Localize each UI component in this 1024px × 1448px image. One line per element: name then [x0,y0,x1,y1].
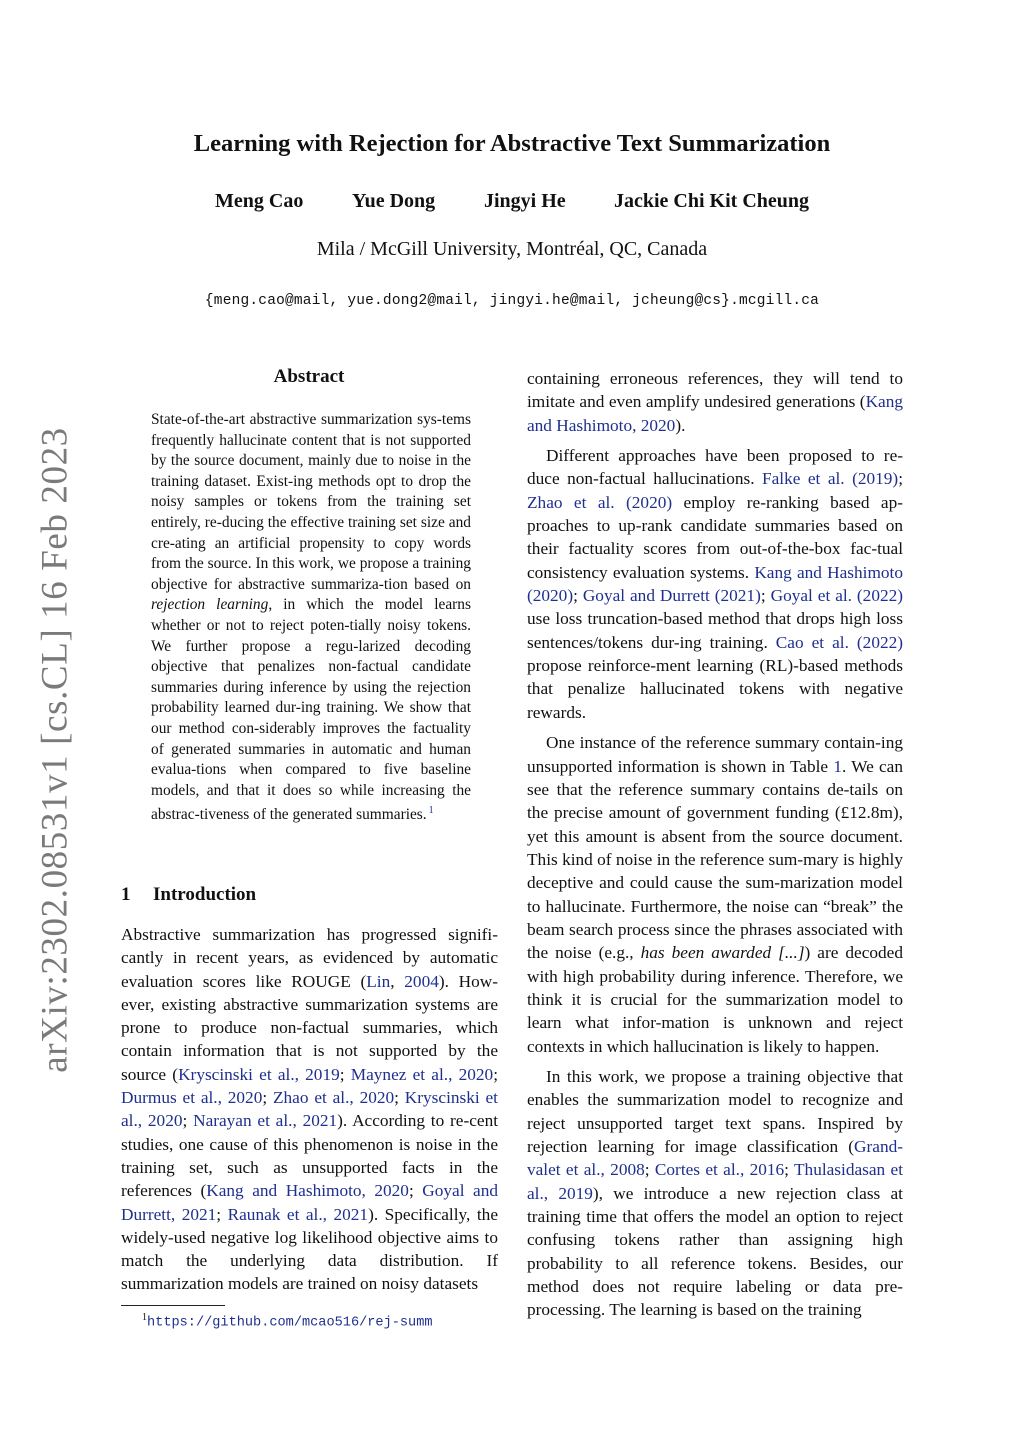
text: ; [760,586,771,606]
citation-link[interactable]: Goyal and Durrett (2021) [582,586,761,606]
intro-right-column [527,367,903,1329]
paragraph [121,923,498,1296]
footnote-reference[interactable]: 1 [428,805,434,817]
text: employ re-ranking based ap-proaches to up-rank candidate summaries based on their factuality scores from out-of-the-box fac-tual consistency evaluation systems. [527,492,904,582]
text: ). Specifically, the widely-used negative log likelihood objective aims to match the underlying data distribution. If summarization models are trained on noisy datasets [121,1204,498,1294]
citation-link[interactable]: Thulasidasan et al., 2019 [527,1160,903,1203]
citation-link[interactable]: Lin [366,971,391,991]
text: In this work, we propose a training objective that enables the summarization model to recognize and reject unsupported target text spans. Inspired by rejection learning for image classification ( [527,1066,903,1156]
author-name: Jingyi He [484,190,566,212]
text: ; [784,1160,794,1180]
text: ; [408,1181,423,1201]
author-name: Meng Cao [215,190,304,212]
footnote [142,1312,433,1331]
text: ; [573,586,583,606]
citation-link[interactable]: Zhao et al., 2020 [272,1088,395,1108]
citation-link[interactable]: Zhao et al. (2020) [527,492,673,512]
text: ; [182,1111,194,1131]
section-number: 1 [121,884,131,905]
text: ; [898,469,903,489]
citation-link[interactable]: Kang and Hashimoto (2020) [527,562,903,606]
citation-link[interactable]: Maynez et al., 2020 [350,1064,494,1084]
section-heading [121,884,256,906]
text: ; [394,1088,405,1108]
abstract-body [151,410,471,826]
abstract-emphasis: rejection learning [151,596,269,614]
text: ) are decoded with high probability during inference. Therefore, we think it is crucial for the summarization model to learn what infor-mation is unknown and reject contexts in which hallucination is likely to happen. [527,943,903,1056]
citation-link[interactable]: Raunak et al., 2021 [227,1204,369,1224]
abstract-text: , in which the model learns whether or not to reject poten-tially noisy tokens. We further propose a regu-larized decoding objective that penalizes non-factual candidate summaries during inference by using the rejection probability learned dur-ing training. We show that our method con-siderably improves the factuality of generated summaries in automatic and human evalua-tions when compared to five baseline models, and that it does so while increasing the abstrac-tiveness of the generated summaries. [151,596,471,824]
footnote-rule [121,1305,225,1306]
abstract-text: State-of-the-art abstractive summarization sys-tems frequently hallucinate content that is not supported by the source document, mainly due to noise in the training dataset. Exist-ing methods opt to drop the noisy samples or tokens from the training set entirely, re-ducing the effective training set size and cre-ating an artificial propensity to copy words from the source. In this work, we propose a training objective for abstractive summariza-tion based on [151,411,471,593]
text: . We can see that the reference summary contains de-tails on the precise amount of government funding (£12.8m), yet this amount is absent from the source document. This kind of noise in the reference sum-mary is highly deceptive and could cause the sum-marization model to hallucinate. Furthermore, the noise can “break” the beam search process since the phrases associated with the noise (e.g., [527,756,903,963]
text: , [390,971,405,991]
text: propose reinforce-ment learning (RL)-based methods that penalize hallucinated tokens with negative rewards. [527,656,903,722]
text: Different approaches have been proposed to re-duce non-factual hallucinations. [527,446,903,489]
emphasis-text: has been awarded [...] [640,943,805,963]
citation-link[interactable]: Goyal and Durrett, 2021 [121,1181,498,1224]
citation-link[interactable]: Falke et al. (2019) [762,469,899,489]
text: ; [339,1064,351,1084]
citation-link[interactable]: Grand-valet et al., 2008 [527,1137,903,1180]
citation-link[interactable]: Kang and Hashimoto, 2020 [527,392,903,435]
section-title: Introduction [153,884,257,905]
table-reference-link[interactable]: 1 [833,756,842,776]
author-emails: {meng.cao@mail, yue.dong2@mail, jingyi.he@mail, jcheung@cs}.mcgill.ca [204,293,820,309]
arxiv-stamp: arXiv:2302.08531v1 [cs.CL] 16 Feb 2023 [34,427,76,1073]
citation-link[interactable]: Kryscinski et al., 2020 [121,1088,498,1131]
text: ). [675,415,686,435]
author-name: Yue Dong [352,190,436,212]
citation-link[interactable]: Cao et al. (2022) [775,632,903,652]
text: ; [262,1088,273,1108]
citation-link[interactable]: Goyal et al. (2022) [770,586,904,606]
paragraph [527,1065,903,1322]
paragraph [527,367,903,437]
text: use loss truncation-based method that drops high loss sentences/tokens dur-ing training. [527,609,903,652]
paragraph [527,731,903,1058]
text: ; [644,1160,655,1180]
author-name: Jackie Chi Kit Cheung [614,190,810,212]
text: containing erroneous references, they will tend to imitate and even amplify undesired generations ( [527,369,903,412]
affiliation: Mila / McGill University, Montréal, QC, Canada [316,238,708,260]
text: ; [216,1204,228,1224]
intro-left-column [121,923,498,1296]
text: Abstractive summarization has progressed signifi-cantly in recent years, as evidenced by automatic evaluation scores like ROUGE ( [121,925,498,991]
footnote-url-link[interactable]: https://github.com/mcao516/rej-summ [147,1315,433,1331]
text: ), we introduce a new rejection class at training time that offers the model an option to reject confusing tokens rather than assigning high probability to all reference tokens. Besides, our method does not require labeling or data pre-processing. The learning is based on the training [527,1183,903,1320]
citation-link[interactable]: 2004 [404,971,439,991]
citation-link[interactable]: Cortes et al., 2016 [654,1160,785,1180]
paragraph [527,444,903,724]
text: ). How-ever, existing abstractive summarization systems are prone to produce non-factual summaries, which contain information that is not supported by the source ( [121,971,498,1084]
abstract-heading: Abstract [273,366,345,387]
paper-title: Learning with Rejection for Abstractive Text Summarization [193,130,831,157]
footnote-mark: 1 [142,1312,147,1323]
text: One instance of the reference summary contain-ing unsupported information is shown in Table [527,733,903,776]
author-list [0,190,1024,220]
text: ). According to re-cent studies, one cause of this phenomenon is noise in the training set, such as unsupported facts in the references ( [121,1111,499,1201]
citation-link[interactable]: Kryscinski et al., 2019 [178,1064,340,1084]
citation-link[interactable]: Durmus et al., 2020 [121,1088,263,1108]
citation-link[interactable]: Narayan et al., 2021 [193,1111,338,1131]
citation-link[interactable]: Kang and Hashimoto, 2020 [206,1181,409,1201]
text: ; [493,1064,498,1084]
